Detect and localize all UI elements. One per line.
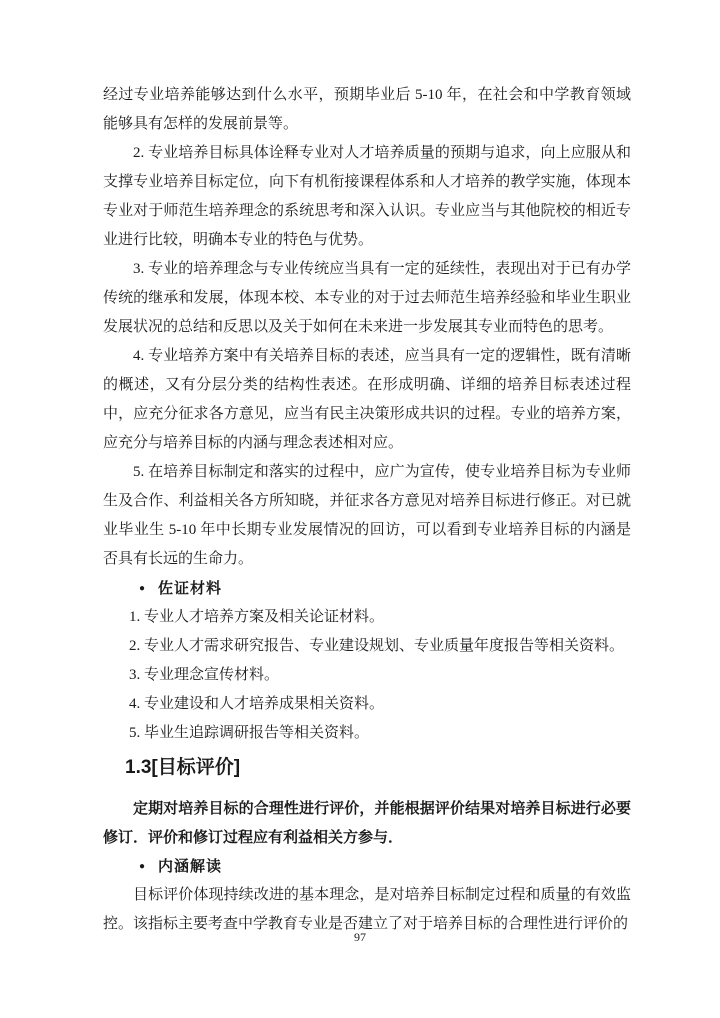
paragraph-continuation: 经过专业培养能够达到什么水平，预期毕业后 5-10 年，在社会和中学教育领域能够具有怎样的发展前景等。 — [103, 87, 631, 132]
paragraph-point-3: 3. 专业的培养理念与专业传统应当具有一定的延续性，表现出对于已有办学传统的继承和发展，体现本校、本专业的对于过去师范生培养经验和毕业生职业发展状况的总结和反思以及关于如何在未来进一步发展其专业而特色的思考。 — [103, 261, 631, 335]
interpretation-title: 内涵解读 — [158, 858, 223, 875]
document-content — [103, 81, 631, 939]
page-number: 97 — [354, 930, 366, 944]
evidence-item-4: 4. 专业建设和人才培养成果相关资料。 — [129, 696, 385, 712]
bullet-icon: ● — [139, 861, 146, 872]
evidence-item-2: 2. 专业人才需求研究报告、专业建设规划、专业质量年度报告等相关资料。 — [129, 638, 625, 654]
evidence-materials-title: 佐证材料 — [158, 580, 223, 597]
paragraph-point-2: 2. 专业培养目标具体诠释专业对人才培养质量的预期与追求，向上应服从和支撑专业培养目标定位，向下有机衔接课程体系和人才培养的教学实施，体现本专业对于师范生培养理念的系统思考和深入认识。专业应当与其他院校的相近专业进行比较，明确本专业的特色与优势。 — [103, 145, 631, 248]
evidence-item-1: 1. 专业人才培养方案及相关论证材料。 — [129, 609, 385, 625]
paragraph-point-5: 5. 在培养目标制定和落实的过程中，应广为宣传，使专业培养目标为专业师生及合作、利益相关各方所知晓，并征求各方意见对培养目标进行修正。对已就业毕业生 5-10 年中长期专业发展情况的回访，可以看到专业培养目标的内涵是否具有长远的生命力。 — [103, 464, 631, 567]
evidence-materials-header — [139, 574, 631, 603]
interpretation-header — [139, 852, 631, 881]
evidence-item-5: 5. 毕业生追踪调研报告等相关资料。 — [129, 725, 370, 741]
bullet-icon: ● — [139, 583, 146, 594]
standard-statement: 定期对培养目标的合理性进行评价，并能根据评价结果对培养目标进行必要修订．评价和修订过程应有利益相关方参与． — [103, 800, 631, 846]
evidence-item-3: 3. 专业理念宣传材料。 — [129, 667, 280, 683]
interpretation-paragraph: 目标评价体现持续改进的基本理念，是对培养目标制定过程和质量的有效监控。该指标主要考查中学教育专业是否建立了对于培养目标的合理性进行评价的 — [103, 887, 631, 932]
paragraph-point-4: 4. 专业培养方案中有关培养目标的表述，应当具有一定的逻辑性，既有清晰的概述，又有分层分类的结构性表述。在形成明确、详细的培养目标表述过程中，应充分征求各方意见，应当有民主决策形成共识的过程。专业的培养方案，应充分与培养目标的内涵与理念表述相对应。 — [103, 348, 631, 451]
section-heading-target-evaluation: 1.3[目标评价] — [125, 757, 241, 778]
